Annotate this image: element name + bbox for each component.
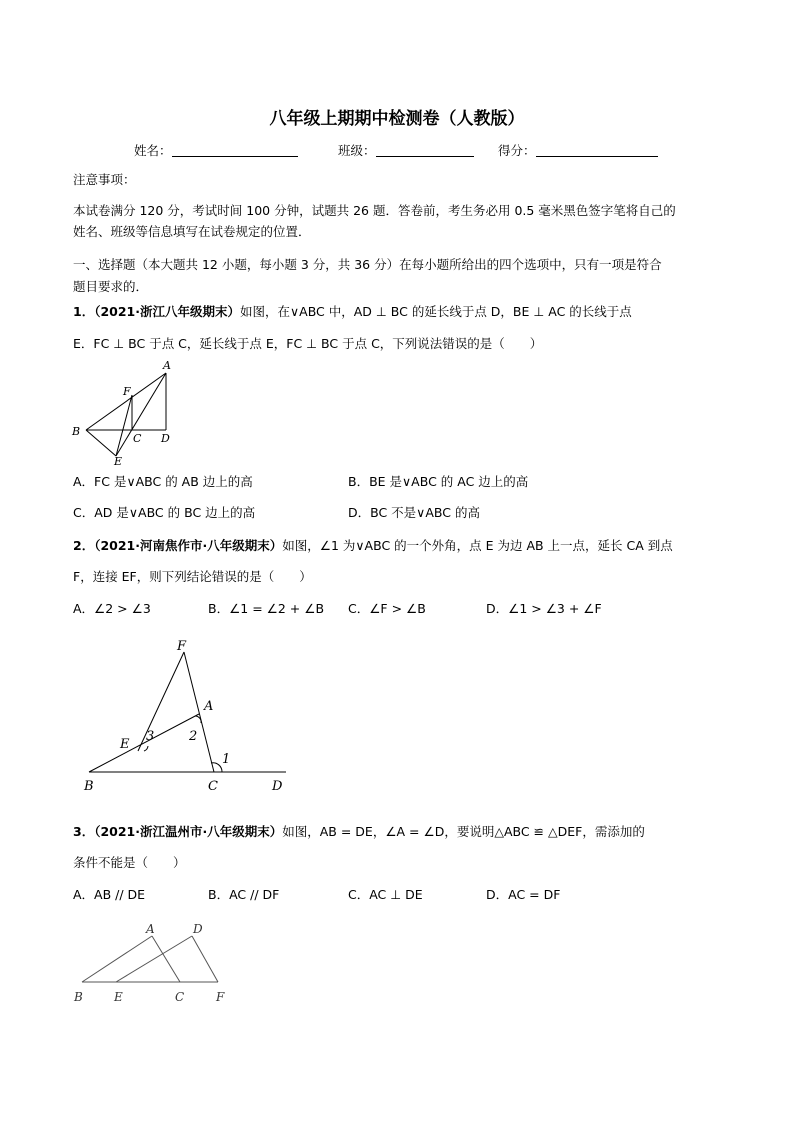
question-2-number: 2．	[73, 538, 95, 553]
page-title: 八年级上期期中检测卷（人教版）	[269, 109, 525, 129]
question-2-source: （2021·河南焦作市·八年级期末）	[94, 538, 283, 553]
question-2-line-2: F，连接 EF，则下列结论错误的是（ ）	[73, 569, 312, 584]
label-A: A	[163, 359, 171, 372]
question-1-option-a[interactable]: A．FC 是∨ABC 的 AB 边上的高	[73, 474, 253, 489]
question-2-option-a[interactable]: A．∠2 > ∠3	[73, 601, 151, 616]
label-B: B	[72, 425, 81, 438]
label-C: C	[208, 779, 218, 794]
label-D: D	[272, 779, 283, 794]
class-field[interactable]	[338, 141, 474, 159]
label-B: B	[84, 779, 94, 794]
label-E: E	[114, 990, 123, 1004]
name-blank[interactable]	[172, 144, 298, 157]
label-A: A	[204, 699, 214, 714]
question-2-option-b[interactable]: B．∠1 = ∠2 + ∠B	[208, 601, 325, 616]
question-3-line-2: 条件不能是（ ）	[73, 855, 186, 870]
question-1-number: 1．	[73, 304, 95, 319]
section-heading-line-1: 一、选择题（本大题共 12 小题，每小题 3 分，共 36 分）在每小题所给出的四个选项中，只有一项是符合	[73, 257, 662, 272]
question-2-option-d[interactable]: D．∠1 > ∠3 + ∠F	[486, 601, 602, 616]
label-F: F	[177, 639, 187, 654]
label-C: C	[175, 990, 185, 1004]
label-E: E	[114, 455, 123, 468]
question-1-line-2: E．FC ⊥ BC 于点 C，延长线于点 E，FC ⊥ BC 于点 C，下列说法错误的是（ ）	[73, 336, 543, 351]
question-1-option-d[interactable]: D．BC 不是∨ABC 的高	[348, 505, 480, 520]
question-3-text: 如图，AB = DE，∠A = ∠D，要说明△ABC ≌ △DEF，需添加的	[282, 824, 645, 839]
question-1-option-b[interactable]: B．BE 是∨ABC 的 AC 边上的高	[348, 474, 529, 489]
question-3-option-c[interactable]: C．AC ⊥ DE	[348, 887, 423, 902]
label-F: F	[123, 385, 131, 398]
section-heading-line-2: 题目要求的．	[73, 279, 149, 294]
question-3-line-1	[73, 822, 645, 842]
question-3-option-d[interactable]: D．AC = DF	[486, 887, 561, 902]
question-3-option-a[interactable]: A．AB // DE	[73, 887, 146, 902]
name-label: 姓名：	[134, 143, 172, 158]
question-1-option-c[interactable]: C．AD 是∨ABC 的 BC 边上的高	[73, 505, 256, 520]
question-3-source: （2021·浙江温州市·八年级期末）	[94, 824, 283, 839]
question-2-figure	[74, 630, 304, 800]
label-F: F	[216, 990, 225, 1004]
question-1-text: 如图，在∨ABC 中，AD ⊥ BC 的延长线于点 D，BE ⊥ AC 的长线于点	[240, 304, 632, 319]
score-field[interactable]	[498, 141, 658, 159]
question-3-number: 3．	[73, 824, 95, 839]
question-2-text: 如图，∠1 为∨ABC 的一个外角，点 E 为边 AB 上一点，延长 CA 到点	[282, 538, 673, 553]
score-blank[interactable]	[536, 144, 658, 157]
label-D: D	[193, 922, 203, 936]
question-1-figure	[60, 355, 190, 470]
score-label: 得分：	[498, 143, 536, 158]
question-1-source: （2021·浙江八年级期末）	[94, 304, 240, 319]
class-label: 班级：	[338, 143, 376, 158]
notice-heading: 注意事项：	[73, 172, 136, 187]
name-field[interactable]	[134, 141, 298, 159]
label-D: D	[161, 432, 170, 445]
question-2-line-1	[73, 536, 673, 556]
question-1-line-1	[73, 302, 632, 322]
label-C: C	[133, 432, 142, 445]
label-A: A	[146, 922, 155, 936]
angle-label-3: 3	[146, 729, 155, 744]
notice-line-2: 姓名、班级等信息填写在试卷规定的位置．	[73, 224, 311, 239]
angle-label-2: 2	[189, 729, 198, 744]
label-B: B	[74, 990, 83, 1004]
angle-label-1: 1	[222, 752, 231, 767]
class-blank[interactable]	[376, 144, 474, 157]
question-3-option-b[interactable]: B．AC // DF	[208, 887, 280, 902]
label-E: E	[120, 737, 130, 752]
question-3-figure	[68, 915, 248, 1010]
question-2-option-c[interactable]: C．∠F > ∠B	[348, 601, 426, 616]
notice-line-1: 本试卷满分 120 分，考试时间 100 分钟，试题共 26 题．答卷前，考生务必用 0.5 毫米黑色签字笔将自己的	[73, 203, 676, 218]
